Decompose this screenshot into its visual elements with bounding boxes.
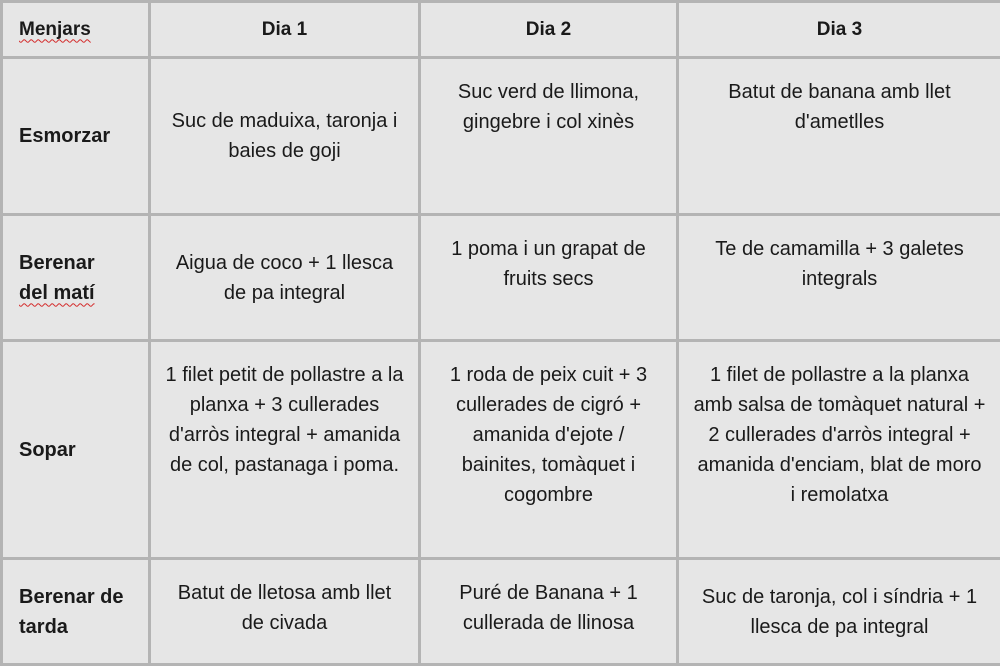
table-row — [2, 341, 1000, 559]
cell-day-1: 1 filet petit de pollastre a la planxa + 3 cullerades d'arròs integral + amanida de col, pastanaga i poma. — [150, 341, 420, 559]
header-day-1: Dia 1 — [150, 2, 420, 58]
header-day-2: Dia 2 — [420, 2, 678, 58]
header-row — [2, 2, 1000, 58]
row-label-line-2: tarda — [19, 616, 68, 638]
cell-day-2: Puré de Banana + 1 cullerada de llinosa — [420, 559, 678, 665]
table-row — [2, 559, 1000, 665]
row-label-berenar-tarda — [2, 559, 150, 665]
cell-day-3: Suc de taronja, col i síndria + 1 llesca de pa integral — [678, 559, 1000, 665]
row-label-line-2: del matí — [19, 282, 95, 304]
table-row — [2, 58, 1000, 215]
cell-day-1: Batut de lletosa amb llet de civada — [150, 559, 420, 665]
row-label-line-1: Berenar — [19, 252, 95, 274]
table-row — [2, 215, 1000, 341]
row-label-berenar-mati — [2, 215, 150, 341]
cell-day-3: Batut de banana amb llet d'ametlles — [678, 58, 1000, 215]
row-label-line-1: Berenar de — [19, 586, 124, 608]
cell-day-2: Suc verd de llimona, gingebre i col xinès — [420, 58, 678, 215]
cell-day-1: Suc de maduixa, taronja i baies de goji — [150, 58, 420, 215]
row-label-esmorzar: Esmorzar — [2, 58, 150, 215]
cell-day-2: 1 roda de peix cuit + 3 cullerades de cigró + amanida d'ejote / bainites, tomàquet i cogombre — [420, 341, 678, 559]
cell-day-2: 1 poma i un grapat de fruits secs — [420, 215, 678, 341]
cell-day-3: 1 filet de pollastre a la planxa amb salsa de tomàquet natural + 2 cullerades d'arròs integral + amanida d'enciam, blat de moro i remolatxa — [678, 341, 1000, 559]
row-label-sopar: Sopar — [2, 341, 150, 559]
cell-day-3: Te de camamilla + 3 galetes integrals — [678, 215, 1000, 341]
header-day-3: Dia 3 — [678, 2, 1000, 58]
header-meals: Menjars — [2, 2, 150, 58]
cell-day-1: Aigua de coco + 1 llesca de pa integral — [150, 215, 420, 341]
